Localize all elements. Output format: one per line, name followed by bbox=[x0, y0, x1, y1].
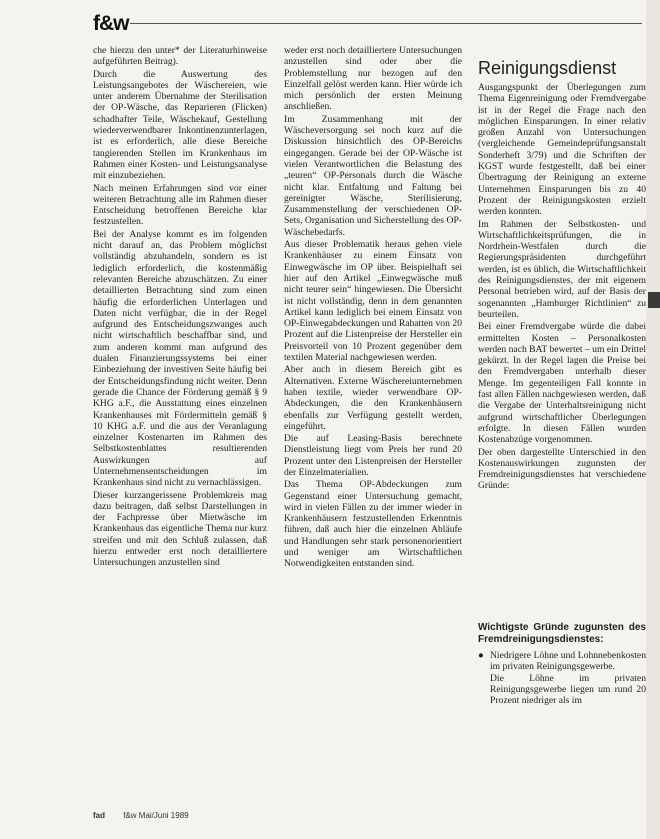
column-middle bbox=[284, 45, 462, 571]
paragraph: Aber auch in diesem Bereich gibt es Alternativen. Externe Wäschereiunternehmen haben textile, wieder verwendbare OP-Abdeckungen, die den Krankenhäusern ebenfalls zur Verfügung gestellt werden, eingeführt. bbox=[284, 364, 462, 432]
paragraph: Das Thema OP-Abdeckungen zum Gegenstand einer Untersuchung gemacht, wird in vielen Fällen zu der immer wieder in Krankenhäusern festzustellenden Erkenntnis führen, daß auch hier die einzelnen Abläufe und Handlungen sehr stark personenorientiert und weniger am Wirtschaftlichen Notwendigkeiten entstanden sind. bbox=[284, 479, 462, 570]
paragraph: Im Zusammenhang mit der Wäscheversorgung sei noch kurz auf die Diskussion hinsichtlich des OP-Bereichs eingegangen. Gerade bei der OP-Wäsche ist vielen Verantwortlichen die Belastung des „teuren“ OP-Personals durch die Wäsche nicht klar. Entfaltung und Faltung bei gereinigter Wäsche, Sterilisierung, Zusammenstellung der verschiedenen OP-Sets, Organisation und Sicherstellung des OP-Wäschebedarfs. bbox=[284, 113, 462, 238]
paragraph: Dieser kurzangerissene Problemkreis mag dazu beitragen, daß selbst Darstellungen in der Fachpresse über Mietwäsche im Krankenhaus das eigentliche Thema nur kurz streifen und mit den Schluß zulassen, daß hierzu entweder erst noch detailliertere Untersuchungen anzustellen sind bbox=[93, 489, 267, 569]
paragraph: Im Rahmen der Selbstkosten- und Wirtschaftlichkeitsprüfungen, die in Nordrhein-Westfalen durch die Regierungspräsidenten durchgeführt werden, ist es üblich, die Wirtschaftlichkeit des Reinigungsdienstes, der mit eigenem Personal betrieben wird, auf der Basis der sogenannten „Hamburger Richtlinien“ zu beurteilen. bbox=[478, 218, 646, 320]
page-edge bbox=[646, 0, 660, 839]
paragraph: weder erst noch detailliertere Untersuchungen anzustellen sind oder aber die Problemstellung nur bezogen auf den Einzelfall gelöst werden kann. Hier würde ich mich persönlich der ersten Meinung anschließen. bbox=[284, 45, 462, 113]
bullet-icon: ● bbox=[478, 650, 484, 661]
section-heading: Reinigungsdienst bbox=[478, 58, 617, 78]
list-item bbox=[478, 650, 646, 673]
page-footer bbox=[93, 811, 189, 820]
paragraph: che hierzu den unter* der Literaturhinweise aufgeführten Beitrag). bbox=[93, 45, 267, 68]
list-item-text: Niedrigere Löhne und Lohnnebenkosten im privaten Reinigungsgewerbe. bbox=[490, 650, 646, 673]
list-item bbox=[478, 673, 646, 707]
page-number: fad bbox=[93, 811, 105, 820]
column-right bbox=[478, 58, 646, 707]
paragraph: Aus dieser Problematik heraus gehen viele Krankenhäuser zu einem Einsatz von Einwegwäsche im OP über. Beispielhaft sei hier auf den Artikel „Einwegwäsche muß nicht teurer sein“ hingewiesen. Die Übersicht ist nicht vollständig, denn in dem genannten Artikel kann lediglich bei einem Einsatz von OP-Einwegabdeckungen und Rabatten von 20 Prozent auf die Listenpreise der Hersteller ein Preisvorteil von 10 Prozent gegenüber dem textilen Material nachgewiesen werden. bbox=[284, 239, 462, 364]
paragraph: Der oben dargestellte Unterschied in den Kostenauswirkungen zugunsten der Fremdreinigungsdienstes hat verschiedene Gründe: bbox=[478, 446, 646, 492]
issue-label: f&w Mai/Juni 1989 bbox=[123, 811, 189, 820]
paragraph: Ausgangspunkt der Überlegungen zum Thema Eigenreinigung oder Fremdvergabe ist in der Regel die Frage nach den möglichen Einsparungen. In einer relativ großen Anzahl von Untersuchungen (vergleichende Gemeindeprüfungsanstalt Sonderheft 3/79) und die Schriften der KGST wurde festgestellt, daß bei einer Übertragung der Reinigung an externe Unternehmen Einsparungen bis zu 40 Prozent der Reinigungskosten erzielt werden konnten. bbox=[478, 82, 646, 218]
column-left bbox=[93, 45, 267, 570]
subheading: Wichtigste Gründe zugunsten des Fremdreinigungsdienstes: bbox=[478, 622, 646, 645]
paragraph: Durch die Auswertung des Leistungsangebotes der Wäschereien, wie unter anderem Übernahme der Sterilisation der OP-Wäsche, das Reparieren (Flicken) schadhafter Teile, Wäschekauf, Gestellung wiederverwendbarer Inkontinenzunterlagen, ist es erforderlich, alle diese Bereiche tangierenden Stellen im Krankenhaus im Rahmen einer Kosten- und Leistungsanalyse mit einzubeziehen. bbox=[93, 68, 267, 182]
bullet-spacer bbox=[478, 673, 486, 707]
paragraph: Nach meinen Erfahrungen sind vor einer weiteren Betrachtung alle im Rahmen dieser Entscheidung betroffenen Bereiche klar festzustellen. bbox=[93, 182, 267, 228]
paragraph: Bei einer Fremdvergabe würde die dabei ermittelten Kosten – Personalkosten werden nach BAT bewertet – um ein Drittel gekürzt. In der Regel lagen die Preise bei den Fremdvergaben unterhalb dieser Menge. Im gegenteiligen Fall konnte in fast allen Fällen nachgewiesen werden, daß die Vergabe der Unterhaltsreinigung nicht aufgrund wirtschaftlicher Überlegungen erfolgte. In diesen Fällen wurden Kostenabzüge vorgenommen. bbox=[478, 321, 646, 446]
paragraph: Bei der Analyse kommt es im folgenden nicht darauf an, das Problem möglichst vollständig abzuhandeln, sondern es ist lediglich erforderlich, die kostenmäßig relevanten Bereiche abzuschätzen. Zu einer detaillierten Betrachtung sind zum einen häufig die erforderlichen Unterlagen und Daten nicht verfügbar, die in der Regel aufgrund des Entscheidungszwanges auch nicht wirtschaftlich beschaffbar sind, und zum anderen kommt man aufgrund des dualen Finanzierungssystems bei einer Einbeziehung der investiven Seite häufig bei der Entscheidungsfindung nicht weiter. Denn gerade die Chance der Förderung gemäß § 9 KHG a.F., die Ausstattung eines einzelnen Krankenhauses mit Fördermitteln gemäß § 10 KHG a.F. und die aus der Veranlagung einzelner Kostenarten im Rahmen des Selbstkostenblattes resultierenden Auswirkungen auf Unternehmensentscheidungen im Krankenhaus sind nicht zu vernachlässigen. bbox=[93, 228, 267, 489]
binding-mark bbox=[648, 292, 660, 308]
paragraph: Die auf Leasing-Basis berechnete Dienstleistung liegt vom Preis her rund 20 Prozent unter den Listenpreisen der Hersteller der Einzelmaterialien. bbox=[284, 433, 462, 478]
magazine-logo: f&w bbox=[93, 12, 129, 35]
header-rule bbox=[130, 23, 642, 24]
reasons-box bbox=[478, 622, 646, 706]
list-item-text: Die Löhne im privaten Reinigungsgewerbe liegen um rund 20 Prozent niedriger als im bbox=[490, 672, 646, 707]
